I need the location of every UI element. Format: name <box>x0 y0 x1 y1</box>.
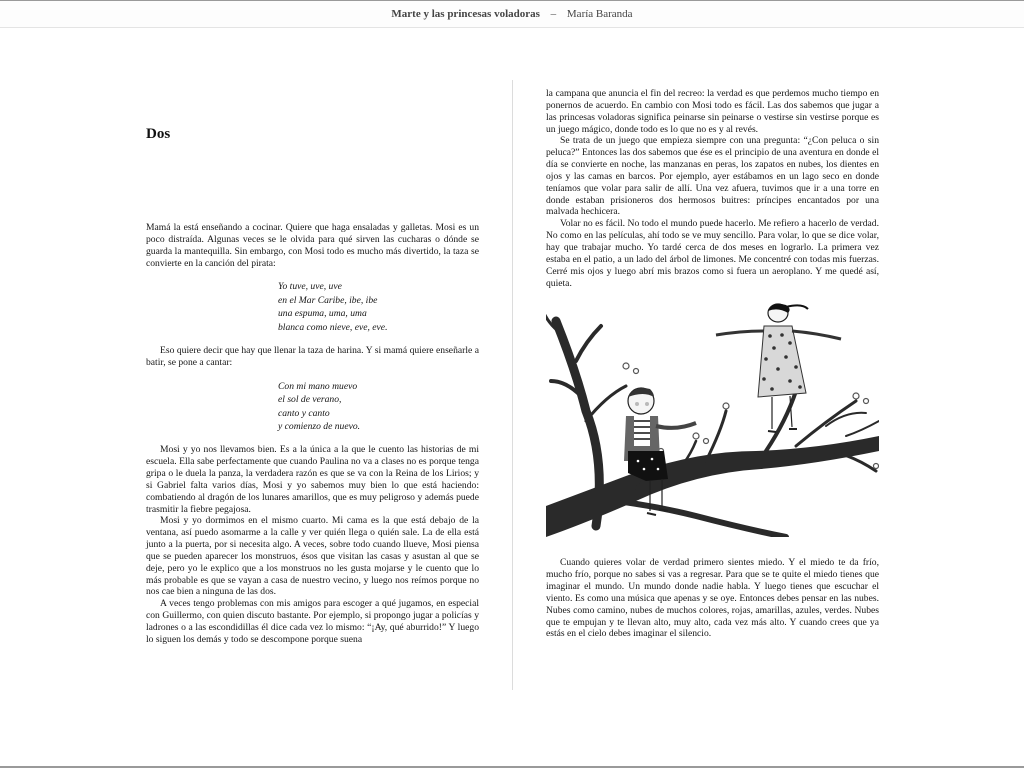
tree-illustration <box>546 301 879 537</box>
paragraph: Volar no es fácil. No todo el mundo puede hacerlo. Me refiero a hacerlo de verdad. No como en las películas, ahí todo se ve muy sencillo. Para volar, lo que se dice volar, hay que trabajar mucho. Yo tardé cerca de dos meses en lograrlo. La primera vez estaba en el patio, a un lado del árbol de limones. Me concentré con todas mis fuerzas. Cerré mis ojos y luego abrí mis brazos como si fuera un aeroplano. Y me quedé así, quieta. <box>546 218 879 289</box>
paragraph: Mosi y yo dormimos en el mismo cuarto. Mi cama es la que está debajo de la ventana, así puedo asomarme a la calle y ver quién llega o quién sale. La de ella está junto a la puerta, por si necesita algo. A veces, sobre todo cuando llueve, Mosi piensa que se pueden aparecer los monstruos, ésos que visitan las casas y asustan al que se deje, pero yo le explico que a los monstruos no les gusta mojarse y le cuento que lo más probable es que se vayan a casa de nuestro vecino, y luego nos reímos porque no nos cae bien a ninguna de las dos. <box>146 515 479 598</box>
poem-line: blanca como nieve, eve, eve. <box>278 321 388 333</box>
poem-verse <box>278 280 479 334</box>
poem-line: Yo tuve, uve, uve <box>278 281 342 293</box>
poem-verse <box>278 380 479 434</box>
paragraph: Mamá la está enseñando a cocinar. Quiere que haga ensaladas y galletas. Mosi es un poco distraída. Algunas veces se le olvida para qué sirven las cucharas o dónde se guarda la mantequilla. Sin embargo, con Mosi todo es mucho más divertido, la taza se convierte en la canción del pirata: <box>146 222 479 269</box>
poem-line: el sol de verano, <box>278 394 342 406</box>
paragraph: la campana que anuncia el fin del recreo: la verdad es que perdemos mucho tiempo en ponernos de acuerdo. En cambio con Mosi todo es fácil. Las dos sabemos que jugar a las princesas voladoras significa peinarse sin peinarse o vestirse sin vestirse porque es un juego mágico, donde todo es lo que no es y al revés. <box>546 88 879 135</box>
poem-line: y comienzo de nuevo. <box>278 420 361 432</box>
page-divider <box>512 80 513 690</box>
book-author: María Baranda <box>566 8 633 20</box>
paragraph: Mosi y yo nos llevamos bien. Es a la única a la que le cuento las historias de mi escuela. Ella sabe perfectamente que cuando Paulina no va a clases no es porque tenga gripa o le duela la panza, la verdadera razón es que se va con la Reina de los Lirios; y si Gabriel falta varios días, Mosi y yo sabemos muy bien lo que está haciendo: combatiendo al dragón de los lunares amarillos, que es muy peligroso y además puede trasmitir la fiebre pegajosa. <box>146 444 479 515</box>
title-separator: – <box>550 8 557 20</box>
reader-title-bar <box>0 0 1024 28</box>
paragraph: Eso quiere decir que hay que llenar la taza de harina. Y si mamá quiere enseñarle a batir, se pone a cantar: <box>146 345 479 368</box>
paragraph: Se trata de un juego que empieza siempre con una pregunta: “¿Con peluca o sin peluca?” Entonces las dos sabemos que ése es el principio de una aventura en donde el día se convierte en noche, las manzanas en peras, los zapatos en nubes, los dientes en ojos y las camas en barcos. Por ejemplo, ayer estábamos en un lago seco en donde teníamos que volar para salir de allí. Una vez afuera, tuvimos que ir a una torre en donde estaban prisioneros dos hermosos buitres: príncipes encantados por una malvada hechicera. <box>546 135 879 218</box>
book-title: Marte y las princesas voladoras <box>391 8 540 20</box>
right-page <box>546 88 879 640</box>
paragraph: Cuando quieres volar de verdad primero sientes miedo. Y el miedo te da frío, mucho frío, porque no sabes si vas a regresar. Para que se te quite el miedo tienes que imaginar el mundo. Un mundo donde nadie habla. Y luego tienes que escuchar el viento. Es como una música que apenas y se oye. Entonces debes pensar en las nubes. Nubes como camino, nubes de muchos colores, rojas, amarillas, azules, verdes. Nubes que te empujan y te llevan alto, muy alto, cada vez más alto. Y cuando crees que ya estás en el cielo debes imaginar el silencio. <box>546 557 879 640</box>
poem-line: Con mi mano muevo <box>278 380 358 392</box>
poem-line: una espuma, uma, uma <box>278 308 367 320</box>
left-page <box>146 222 479 646</box>
chapter-title: Dos <box>146 126 171 142</box>
poem-line: en el Mar Caribe, ibe, ibe <box>278 294 378 306</box>
poem-line: canto y canto <box>278 407 330 419</box>
paragraph: A veces tengo problemas con mis amigos para escoger a qué jugamos, en especial con Guillermo, con quien discuto bastante. Por ejemplo, si propongo jugar a policías y ladrones o a las escondidillas él dice cada vez lo mismo: “¡Ay, qué aburrido!” Y luego lo siguen los demás y todo se descompone porque suena <box>146 598 479 645</box>
